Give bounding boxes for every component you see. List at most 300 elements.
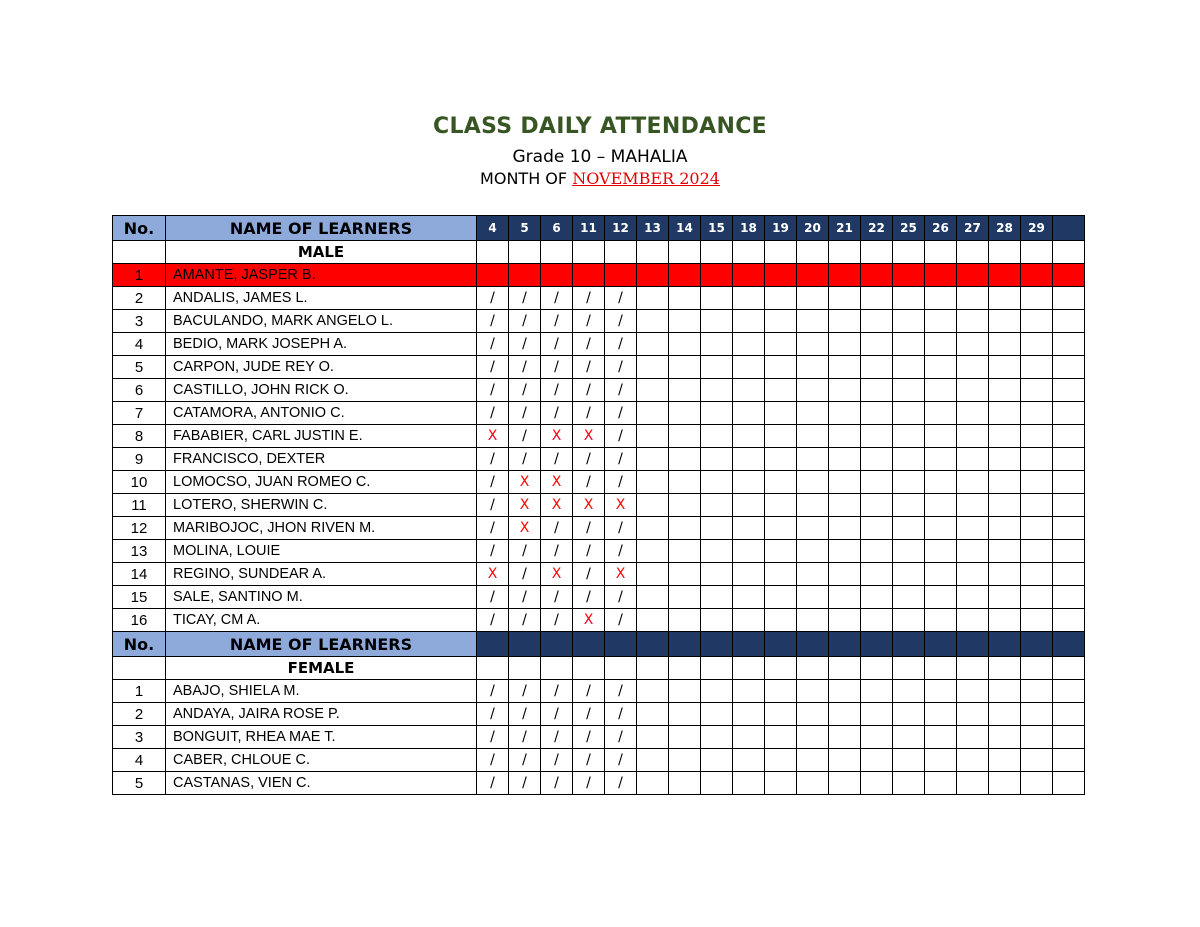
present-mark: / [541,356,573,379]
attendance-cell [797,287,829,310]
attendance-cell [829,680,861,703]
column-header-day: 21 [829,216,861,241]
attendance-cell [637,333,669,356]
attendance-cell [1053,703,1085,726]
attendance-cell [893,379,925,402]
attendance-cell [1053,540,1085,563]
attendance-cell [1021,609,1053,632]
learner-number: 14 [113,563,166,586]
attendance-cell [765,448,797,471]
attendance-cell [829,241,861,264]
attendance-cell [893,241,925,264]
attendance-cell [1021,540,1053,563]
attendance-cell [765,517,797,540]
attendance-cell [1021,494,1053,517]
present-mark: / [573,749,605,772]
attendance-cell [925,772,957,795]
learner-number: 9 [113,448,166,471]
attendance-cell [733,657,765,680]
present-mark: / [541,310,573,333]
learner-row [113,425,1085,448]
present-mark: / [477,333,509,356]
attendance-cell [733,494,765,517]
column-header-day [541,632,573,657]
attendance-cell [925,241,957,264]
present-mark: / [477,586,509,609]
attendance-cell [829,772,861,795]
column-header-day [1053,632,1085,657]
page-title: CLASS DAILY ATTENDANCE [433,114,767,139]
learner-name: CARPON, JUDE REY O. [166,356,477,379]
column-header-day: 15 [701,216,733,241]
attendance-cell [541,264,573,287]
attendance-cell [829,287,861,310]
attendance-cell [1021,333,1053,356]
absent-mark: X [509,471,541,494]
present-mark: / [573,287,605,310]
attendance-cell [733,448,765,471]
attendance-cell [701,333,733,356]
attendance-cell [797,402,829,425]
attendance-cell [701,749,733,772]
attendance-cell [701,772,733,795]
attendance-cell [797,749,829,772]
attendance-cell [733,425,765,448]
attendance-cell [829,425,861,448]
attendance-cell [893,310,925,333]
present-mark: / [509,703,541,726]
attendance-cell [669,540,701,563]
female-header-row [113,632,1085,657]
attendance-cell [861,680,893,703]
attendance-cell [861,540,893,563]
attendance-cell [669,609,701,632]
attendance-cell [1053,517,1085,540]
attendance-cell [861,703,893,726]
attendance-cell [669,241,701,264]
attendance-cell [797,356,829,379]
learner-row [113,379,1085,402]
column-header-name: NAME OF LEARNERS [166,632,477,657]
attendance-cell [669,264,701,287]
present-mark: / [541,609,573,632]
column-header-no: No. [113,216,166,241]
attendance-cell [605,264,637,287]
learner-name: BACULANDO, MARK ANGELO L. [166,310,477,333]
present-mark: / [605,448,637,471]
learner-row [113,448,1085,471]
attendance-cell [861,609,893,632]
attendance-cell [893,287,925,310]
attendance-cell [765,586,797,609]
attendance-cell [669,287,701,310]
attendance-cell [861,657,893,680]
present-mark: / [605,333,637,356]
attendance-cell [989,356,1021,379]
column-header-day [477,632,509,657]
column-header-day [669,632,701,657]
learner-row [113,563,1085,586]
attendance-cell [765,402,797,425]
present-mark: / [509,379,541,402]
attendance-cell [1021,379,1053,402]
learner-row [113,680,1085,703]
present-mark: / [573,772,605,795]
attendance-cell [1021,402,1053,425]
attendance-cell [989,609,1021,632]
attendance-cell [829,471,861,494]
attendance-cell [701,703,733,726]
attendance-cell [893,356,925,379]
present-mark: / [541,333,573,356]
attendance-cell [989,726,1021,749]
attendance-cell [893,448,925,471]
attendance-cell [637,563,669,586]
attendance-cell [765,471,797,494]
attendance-cell [1053,310,1085,333]
present-mark: / [573,586,605,609]
attendance-cell [637,657,669,680]
learner-row [113,402,1085,425]
attendance-cell [573,657,605,680]
attendance-cell [893,586,925,609]
present-mark: / [477,494,509,517]
attendance-cell [605,657,637,680]
attendance-cell [1053,333,1085,356]
present-mark: / [573,448,605,471]
present-mark: / [541,287,573,310]
present-mark: / [477,356,509,379]
present-mark: / [477,448,509,471]
attendance-cell [893,425,925,448]
attendance-cell [765,657,797,680]
attendance-cell [861,563,893,586]
column-header-day [573,632,605,657]
attendance-cell [957,657,989,680]
attendance-cell [765,425,797,448]
attendance-cell [989,310,1021,333]
present-mark: / [477,517,509,540]
learner-row [113,333,1085,356]
attendance-cell [1053,379,1085,402]
absent-mark: X [573,609,605,632]
attendance-cell [797,680,829,703]
attendance-cell [893,333,925,356]
attendance-cell [925,425,957,448]
attendance-cell [797,241,829,264]
present-mark: / [573,333,605,356]
absent-mark: X [541,471,573,494]
absent-mark: X [509,494,541,517]
present-mark: / [477,471,509,494]
attendance-cell [957,310,989,333]
learner-row [113,264,1085,287]
attendance-cell [733,540,765,563]
present-mark: / [541,749,573,772]
attendance-cell [733,726,765,749]
column-header-day [509,632,541,657]
learner-number: 7 [113,402,166,425]
present-mark: / [541,379,573,402]
section-no-cell [113,657,166,680]
column-header-day: 18 [733,216,765,241]
column-header-day: 27 [957,216,989,241]
present-mark: / [605,772,637,795]
attendance-cell [1053,448,1085,471]
attendance-cell [605,241,637,264]
attendance-cell [957,609,989,632]
attendance-cell [1021,356,1053,379]
month-value: NOVEMBER 2024 [572,169,720,188]
present-mark: / [541,586,573,609]
attendance-cell [765,287,797,310]
attendance-cell [829,749,861,772]
attendance-cell [637,264,669,287]
learner-name: SALE, SANTINO M. [166,586,477,609]
attendance-cell [669,563,701,586]
learner-name: BONGUIT, RHEA MAE T. [166,726,477,749]
attendance-cell [925,310,957,333]
attendance-cell [765,241,797,264]
attendance-cell [637,517,669,540]
attendance-cell [797,333,829,356]
month-prefix: MONTH OF [480,169,573,188]
attendance-cell [637,749,669,772]
attendance-cell [701,586,733,609]
attendance-cell [701,540,733,563]
learner-number: 1 [113,264,166,287]
attendance-cell [733,471,765,494]
present-mark: / [605,726,637,749]
learner-name: CATAMORA, ANTONIO C. [166,402,477,425]
attendance-cell [957,333,989,356]
attendance-cell [1053,772,1085,795]
present-mark: / [573,310,605,333]
attendance-cell [669,356,701,379]
present-mark: / [509,609,541,632]
attendance-cell [797,310,829,333]
attendance-cell [509,241,541,264]
attendance-cell [1053,586,1085,609]
present-mark: / [605,310,637,333]
attendance-cell [765,749,797,772]
attendance-cell [637,726,669,749]
attendance-cell [669,749,701,772]
attendance-cell [669,680,701,703]
attendance-cell [701,379,733,402]
attendance-cell [701,310,733,333]
attendance-cell [637,540,669,563]
section-no-cell [113,241,166,264]
learner-number: 4 [113,749,166,772]
present-mark: / [541,448,573,471]
present-mark: / [573,379,605,402]
attendance-cell [733,703,765,726]
attendance-cell [1053,657,1085,680]
present-mark: / [509,356,541,379]
column-header-day: 20 [797,216,829,241]
attendance-cell [733,586,765,609]
attendance-cell [669,703,701,726]
attendance-cell [1021,772,1053,795]
attendance-cell [733,333,765,356]
attendance-cell [861,586,893,609]
attendance-cell [733,264,765,287]
attendance-cell [765,703,797,726]
present-mark: / [477,772,509,795]
attendance-cell [637,680,669,703]
attendance-cell [1021,726,1053,749]
attendance-cell [861,310,893,333]
attendance-cell [925,517,957,540]
present-mark: / [477,749,509,772]
female-section-row [113,657,1085,680]
attendance-cell [477,241,509,264]
attendance-cell [957,402,989,425]
attendance-cell [957,680,989,703]
attendance-cell [765,310,797,333]
present-mark: / [477,310,509,333]
attendance-cell [893,680,925,703]
absent-mark: X [605,494,637,517]
attendance-cell [925,494,957,517]
attendance-cell [925,379,957,402]
attendance-cell [1053,726,1085,749]
learner-number: 8 [113,425,166,448]
learner-row [113,517,1085,540]
attendance-cell [669,517,701,540]
column-header-day: 11 [573,216,605,241]
section-label: FEMALE [166,657,477,680]
learner-name: CABER, CHLOUE C. [166,749,477,772]
learner-row [113,540,1085,563]
present-mark: / [605,402,637,425]
attendance-cell [957,356,989,379]
column-header-day [637,632,669,657]
attendance-cell [1021,241,1053,264]
attendance-cell [701,726,733,749]
absent-mark: X [573,425,605,448]
attendance-cell [925,726,957,749]
attendance-cell [765,540,797,563]
attendance-cell [669,310,701,333]
attendance-cell [861,772,893,795]
attendance-cell [925,563,957,586]
attendance-cell [989,425,1021,448]
attendance-cell [957,563,989,586]
attendance-cell [925,402,957,425]
column-header-day: 29 [1021,216,1053,241]
attendance-cell [861,425,893,448]
attendance-cell [797,609,829,632]
column-header-day [829,632,861,657]
attendance-cell [861,287,893,310]
attendance-cell [669,586,701,609]
attendance-cell [989,680,1021,703]
attendance-cell [957,726,989,749]
attendance-cell [1053,494,1085,517]
column-header-day: 26 [925,216,957,241]
attendance-cell [733,356,765,379]
attendance-cell [797,471,829,494]
present-mark: / [541,517,573,540]
learner-row [113,494,1085,517]
present-mark: / [605,586,637,609]
present-mark: / [509,448,541,471]
attendance-cell [637,494,669,517]
attendance-cell [701,448,733,471]
learner-row [113,749,1085,772]
attendance-cell [733,772,765,795]
attendance-cell [765,379,797,402]
attendance-cell [733,379,765,402]
attendance-cell [1021,680,1053,703]
attendance-cell [701,425,733,448]
attendance-cell [1021,448,1053,471]
present-mark: / [509,402,541,425]
attendance-cell [957,703,989,726]
attendance-cell [893,494,925,517]
attendance-cell [829,448,861,471]
learner-name: ABAJO, SHIELA M. [166,680,477,703]
attendance-cell [701,517,733,540]
attendance-cell [925,356,957,379]
learner-number: 13 [113,540,166,563]
attendance-cell [573,264,605,287]
learner-number: 2 [113,703,166,726]
attendance-cell [637,609,669,632]
present-mark: / [605,471,637,494]
learner-name: ANDAYA, JAIRA ROSE P. [166,703,477,726]
attendance-cell [669,494,701,517]
attendance-cell [989,703,1021,726]
present-mark: / [477,379,509,402]
attendance-cell [669,471,701,494]
attendance-cell [797,657,829,680]
attendance-cell [701,494,733,517]
present-mark: / [541,540,573,563]
attendance-cell [861,379,893,402]
attendance-cell [893,563,925,586]
attendance-cell [925,264,957,287]
attendance-cell [925,471,957,494]
male-section-row [113,241,1085,264]
attendance-cell [669,726,701,749]
column-header-day: 5 [509,216,541,241]
present-mark: / [605,540,637,563]
present-mark: / [605,425,637,448]
attendance-cell [989,379,1021,402]
present-mark: / [605,517,637,540]
attendance-cell [861,264,893,287]
attendance-cell [829,333,861,356]
attendance-cell [957,749,989,772]
attendance-cell [637,241,669,264]
column-header-name: NAME OF LEARNERS [166,216,477,241]
attendance-cell [765,333,797,356]
learner-number: 12 [113,517,166,540]
attendance-cell [1021,586,1053,609]
attendance-cell [765,680,797,703]
attendance-cell [957,540,989,563]
present-mark: / [605,609,637,632]
attendance-cell [669,425,701,448]
attendance-cell [765,609,797,632]
learner-name: MOLINA, LOUIE [166,540,477,563]
attendance-cell [861,494,893,517]
attendance-cell [637,772,669,795]
column-header-day: 12 [605,216,637,241]
